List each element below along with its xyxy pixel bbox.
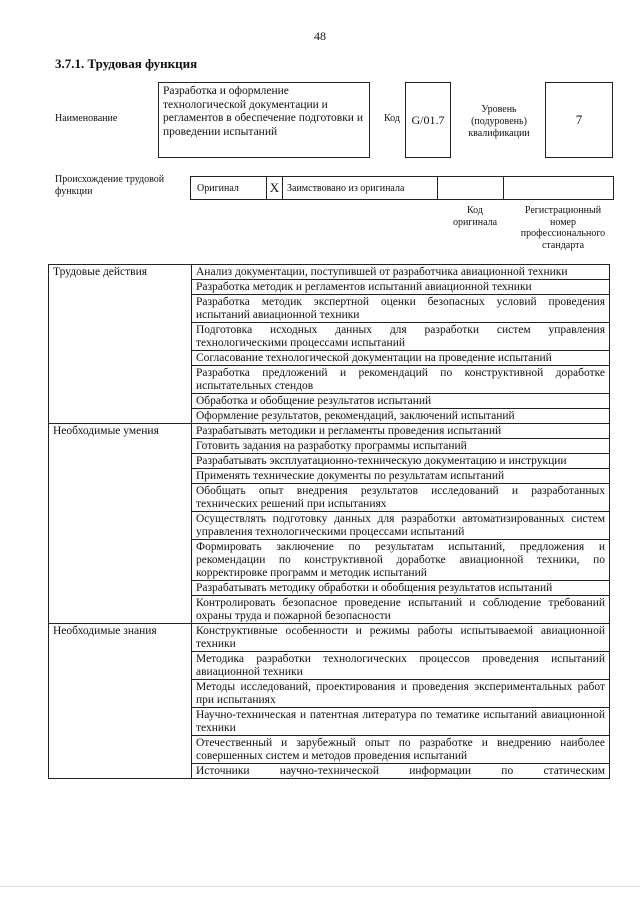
- list-item: Оформление результатов, рекомендаций, заключений испытаний: [192, 409, 610, 424]
- origin-row: [190, 176, 614, 200]
- level-value-box: 7: [545, 82, 613, 158]
- list-item: Источники научно-технической информации по статическим: [192, 764, 610, 779]
- list-item: Согласование технологической документации на проведение испытаний: [192, 351, 610, 366]
- list-item: Разработка предложений и рекомендаций по конструктивной доработке испытательных стендов: [192, 366, 610, 394]
- list-item: Применять технические документы по результатам испытаний: [192, 469, 610, 484]
- code-value-box: G/01.7: [405, 82, 451, 158]
- list-item: Разработка методик и регламентов испытаний авиационной техники: [192, 280, 610, 295]
- function-name-box: Разработка и оформление технологической документации и регламентов в обеспечение подготовки и проведении испытаний: [158, 82, 370, 158]
- page-number: 48: [314, 29, 326, 43]
- original-text: Оригинал: [197, 182, 239, 194]
- section-title: 3.7.1. Трудовая функция: [55, 56, 198, 71]
- list-item: Разрабатывать эксплуатационно-техническую документацию и инструкции: [192, 454, 610, 469]
- list-item: Контролировать безопасное проведение испытаний и соблюдение требований охраны труда и пожарной безопасности: [192, 596, 610, 624]
- table-row: [49, 424, 610, 439]
- table-row: [49, 624, 610, 652]
- list-item: Обработка и обобщение результатов испытаний: [192, 394, 610, 409]
- section-title-knowledge: Необходимые знания: [49, 624, 192, 779]
- origin-label: Происхождение трудовой функции: [55, 174, 165, 197]
- list-item: Отечественный и зарубежный опыт по разработке и внедрению наиболее совершенных систем и методов проведения испытаний: [192, 736, 610, 764]
- list-item: Методы исследований, проектирования и проведения экспериментальных работ при испытаниях: [192, 680, 610, 708]
- list-item: Анализ документации, поступившей от разработчика авиационной техники: [192, 265, 610, 280]
- code-label: Код: [384, 113, 400, 124]
- scan-edge: [0, 886, 640, 887]
- registration-number-cell: [504, 177, 613, 199]
- list-item: Формировать заключение по результатам испытаний, предложения и рекомендации по конструктивной доработке авиационной техники, по корректировке программ и методик испытаний: [192, 540, 610, 581]
- list-item: Методика разработки технологических процессов проведения испытаний авиационной техники: [192, 652, 610, 680]
- section-title-actions: Трудовые действия: [49, 265, 192, 424]
- list-item: Разрабатывать методику обработки и обобщения результатов испытаний: [192, 581, 610, 596]
- original-cell: [191, 177, 267, 199]
- list-item: Конструктивные особенности и режимы работы испытываемой авиационной техники: [192, 624, 610, 652]
- list-item: Осуществлять подготовку данных для разработки автоматизированных систем управления технологическими процессами испытаний: [192, 512, 610, 540]
- original-mark: X: [267, 177, 283, 199]
- list-item: Готовить задания на разработку программы испытаний: [192, 439, 610, 454]
- borrowed-text: Заимствовано из оригинала: [287, 182, 405, 194]
- name-label: Наименование: [55, 113, 118, 124]
- registration-caption: Регистрационный номер профессионального стандарта: [520, 205, 606, 251]
- list-item: Разрабатывать методики и регламенты проведения испытаний: [192, 424, 610, 439]
- borrowed-cell: [283, 177, 438, 199]
- list-item: Научно-техническая и патентная литература по тематике испытаний авиационной техники: [192, 708, 610, 736]
- list-item: Подготовка исходных данных для разработки систем управления технологическими процессами испытаний: [192, 323, 610, 351]
- function-table: [48, 264, 610, 779]
- list-item: Разработка методик экспертной оценки безопасных условий проведения испытаний авиационной техники: [192, 295, 610, 323]
- section-title-skills: Необходимые умения: [49, 424, 192, 624]
- table-row: [49, 265, 610, 280]
- list-item: Обобщать опыт внедрения результатов исследований и разработанных технических решений при испытаниях: [192, 484, 610, 512]
- origin-code-cell: [438, 177, 504, 199]
- code-caption: Код оригинала: [452, 205, 498, 228]
- level-label: Уровень (подуровень) квалификации: [468, 104, 530, 139]
